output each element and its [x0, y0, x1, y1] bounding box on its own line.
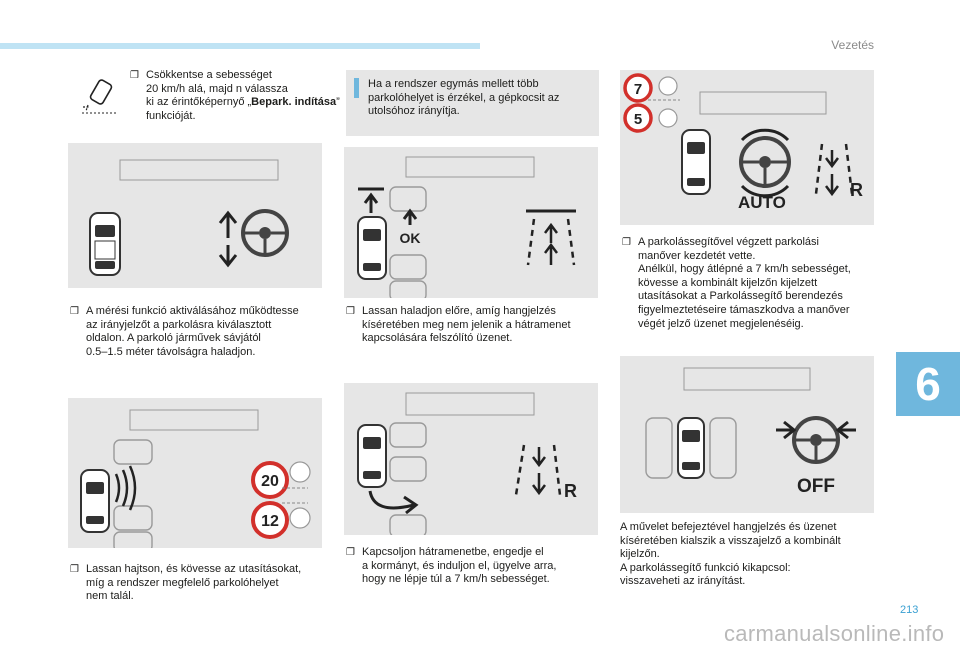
end-line: kijelzőn. — [620, 548, 660, 561]
end-line: A művelet befejeztével hangjelzés és üzenet — [620, 521, 837, 533]
speed-sign-icon — [625, 105, 677, 131]
illustration-search — [68, 398, 322, 548]
step-forward — [346, 305, 601, 346]
illustration-reverse — [344, 383, 598, 535]
end-line: A parkolássegítő funkció kikapcsol: — [620, 561, 791, 574]
reverse-label: R — [850, 180, 863, 200]
reverse-label: R — [564, 481, 577, 501]
arrow-up-icon — [404, 211, 416, 225]
step-activate — [70, 305, 330, 359]
step-line: végét jelző üzenet megjelenéséig. — [638, 317, 804, 330]
info-line: Ha a rendszer egymás mellett több — [368, 78, 539, 90]
arrow-up-icon — [365, 195, 377, 213]
info-line: utolsóhoz irányítja. — [368, 105, 460, 118]
function-name: Bepark. indítása — [251, 96, 337, 109]
illustration-activate — [68, 143, 322, 288]
header-accent-bar — [0, 43, 480, 49]
car-icon — [358, 217, 386, 279]
watermark: carmanualsonline.info — [724, 621, 945, 646]
step-line: kíséretében meg nem jelenik a hátramenet — [362, 318, 571, 331]
step-line: figyelmeztetéseire támaszkodva a manőver — [638, 303, 850, 316]
step-guided — [622, 236, 882, 331]
speed-sign-value: 12 — [261, 513, 279, 530]
step-slow — [70, 563, 330, 604]
bullet-icon: ❐ — [70, 564, 79, 575]
step-line: oldalon. A parkoló járművek sávjától — [86, 332, 261, 345]
bullet-icon: ❐ — [622, 237, 631, 248]
arrow-up-icon — [220, 213, 236, 238]
bullet-icon: ❐ — [346, 306, 355, 317]
step-line: a kormányt, és induljon el, ügyelve arra, — [362, 559, 557, 572]
steering-wheel-icon — [243, 211, 287, 255]
step-line: 0.5–1.5 méter távolságra haladjon. — [86, 345, 256, 358]
arrow-down-icon — [220, 245, 236, 265]
end-line: visszaveheti az irányítást. — [620, 575, 746, 588]
reverse-guide-icon — [516, 445, 560, 495]
car-icon — [81, 470, 109, 532]
step-line: míg a rendszer megfelelő parkolóhelyet — [86, 576, 279, 589]
step-line: az irányjelzőt a parkolásra kiválasztott — [86, 318, 272, 331]
illustration-auto — [620, 70, 874, 225]
info-box — [346, 70, 599, 136]
speed-sign-value: 5 — [633, 111, 643, 128]
steering-wheel-icon — [741, 130, 789, 196]
off-label: OFF — [797, 476, 835, 497]
end-line: kíséretében kialszik a visszajelző a kombinált — [620, 534, 841, 547]
info-icon — [354, 78, 359, 98]
info-text — [368, 78, 593, 119]
bullet-icon: ❐ — [346, 547, 355, 558]
step-line: Csökkentse a sebességet — [146, 69, 272, 81]
step-line: A mérési funkció aktiválásához működtesse — [86, 305, 299, 317]
steering-wheel-icon — [794, 418, 838, 462]
step-line: utasításokat a Parkolássegítő berendezés — [638, 290, 843, 303]
page-number: 213 — [900, 604, 919, 616]
speed-sign-value: 7 — [633, 81, 643, 98]
end-text — [620, 521, 885, 589]
car-icon — [678, 418, 704, 478]
car-icon — [682, 130, 710, 194]
step-line: nem talál. — [86, 590, 134, 603]
speed-sign-value: 20 — [261, 473, 279, 490]
bullet-icon: ❐ — [130, 70, 139, 81]
arrow-right-icon — [776, 422, 794, 438]
chapter-tab: 6 — [896, 352, 960, 416]
illustration-forward — [344, 147, 598, 298]
step-line: A parkolássegítővel végzett parkolási — [638, 236, 819, 248]
forward-guide-icon — [528, 219, 574, 265]
step-line: Kapcsoljon hátramenetbe, engedje el — [362, 546, 544, 558]
car-icon — [358, 425, 386, 487]
section-title: Vezetés — [831, 38, 874, 52]
touchscreen-finger-icon — [80, 75, 120, 115]
step-reduce-speed — [130, 69, 340, 123]
arrow-left-icon — [838, 422, 856, 438]
step-reverse — [346, 546, 601, 587]
step-line: Anélkül, hogy átlépné a 7 km/h sebességet, — [638, 263, 851, 276]
step-line: manőver kezdetét vette. — [638, 249, 756, 262]
info-line: parkolóhelyet is érzékel, a gépkocsit az — [368, 91, 560, 104]
step-line: hogy ne lépje túl a 7 km/h sebességet. — [362, 573, 550, 586]
step-line: Lassan hajtson, és kövesse az utasításokat, — [86, 563, 302, 575]
step-line: 20 km/h alá, majd n válassza — [146, 82, 288, 95]
reverse-guide-icon — [816, 144, 852, 194]
illustration-off — [620, 356, 874, 513]
car-icon — [90, 213, 120, 275]
reverse-path-icon — [370, 491, 416, 513]
step-line: kövesse a kombinált kijelzőn kijelzett — [638, 276, 818, 289]
step-line: ” funkcióját. — [146, 96, 340, 122]
step-line: ki az érintőképernyő „ — [146, 96, 252, 109]
step-line: Lassan haladjon előre, amíg hangjelzés — [362, 305, 556, 317]
ok-label: OK — [399, 230, 421, 246]
sensor-waves-icon — [116, 466, 135, 510]
parked-cars — [390, 423, 426, 535]
step-line: kapcsolására felszólító üzenet. — [362, 332, 513, 345]
bullet-icon: ❐ — [70, 306, 79, 317]
auto-label: AUTO — [738, 193, 786, 212]
